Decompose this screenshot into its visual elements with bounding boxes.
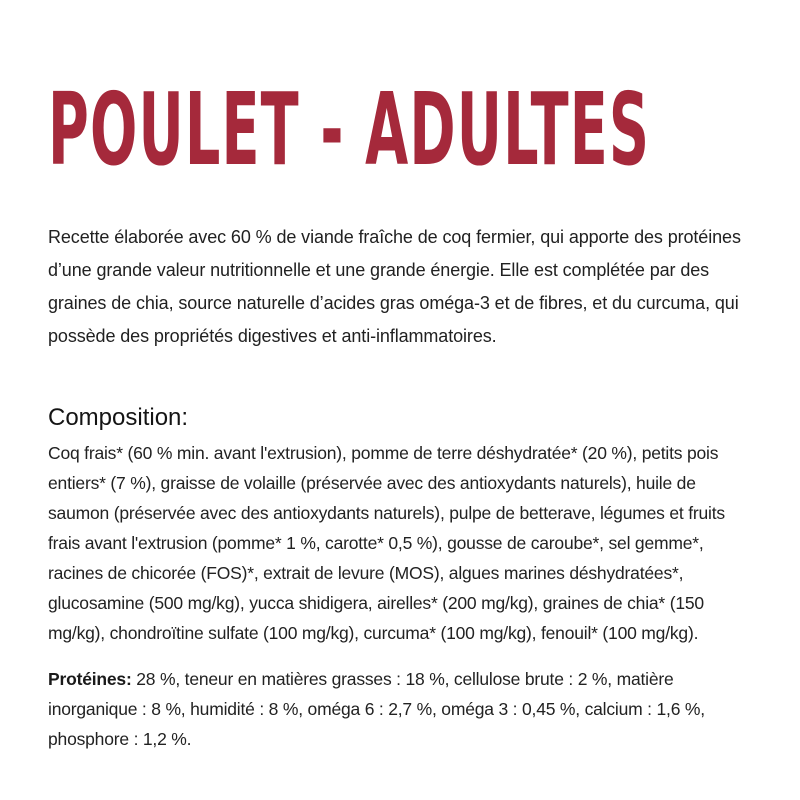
- page-title: POULET - ADULTES: [48, 71, 651, 189]
- intro-paragraph: Recette élaborée avec 60 % de viande fraîche de coq fermier, qui apporte des protéines d’une grande valeur nutritionnelle et une grande énergie. Elle est complétée par des graines de chia, source naturelle d’acides gras oméga-3 et de fibres, et du curcuma, qui possède des propriétés digestives et anti-inflammatoires.: [48, 227, 741, 346]
- composition-text: Coq frais* (60 % min. avant l'extrusion), pomme de terre déshydratée* (20 %), petits pois entiers* (7 %), graisse de volaille (préservée avec des antioxydants naturels), huile de saumon (préservée avec des antioxydants naturels), pulpe de betterave, légumes et fruits frais avant l'extrusion (pomme* 1 %, carotte* 0,5 %), gousse de caroube*, sel gemme*, racines de chicorée (FOS)*, extrait de levure (MOS), algues marines déshydratées*, glucosamine (500 mg/kg), yucca shidigera, airelles* (200 mg/kg), graines de chia* (150 mg/kg), chondroïtine sulfate (100 mg/kg), curcuma* (100 mg/kg), fenouil* (100 mg/kg).: [48, 443, 725, 643]
- composition-heading: Composition:: [48, 404, 189, 431]
- analysis-label: Protéines:: [48, 669, 132, 689]
- analysis-paragraph: [48, 664, 760, 754]
- analysis-text: 28 %, teneur en matières grasses : 18 %, cellulose brute : 2 %, matière inorganique : 8 %, humidité : 8 %, oméga 6 : 2,7 %, oméga 3 : 0,45 %, calcium : 1,6 %, phosphore : 1,2 %.: [48, 669, 705, 749]
